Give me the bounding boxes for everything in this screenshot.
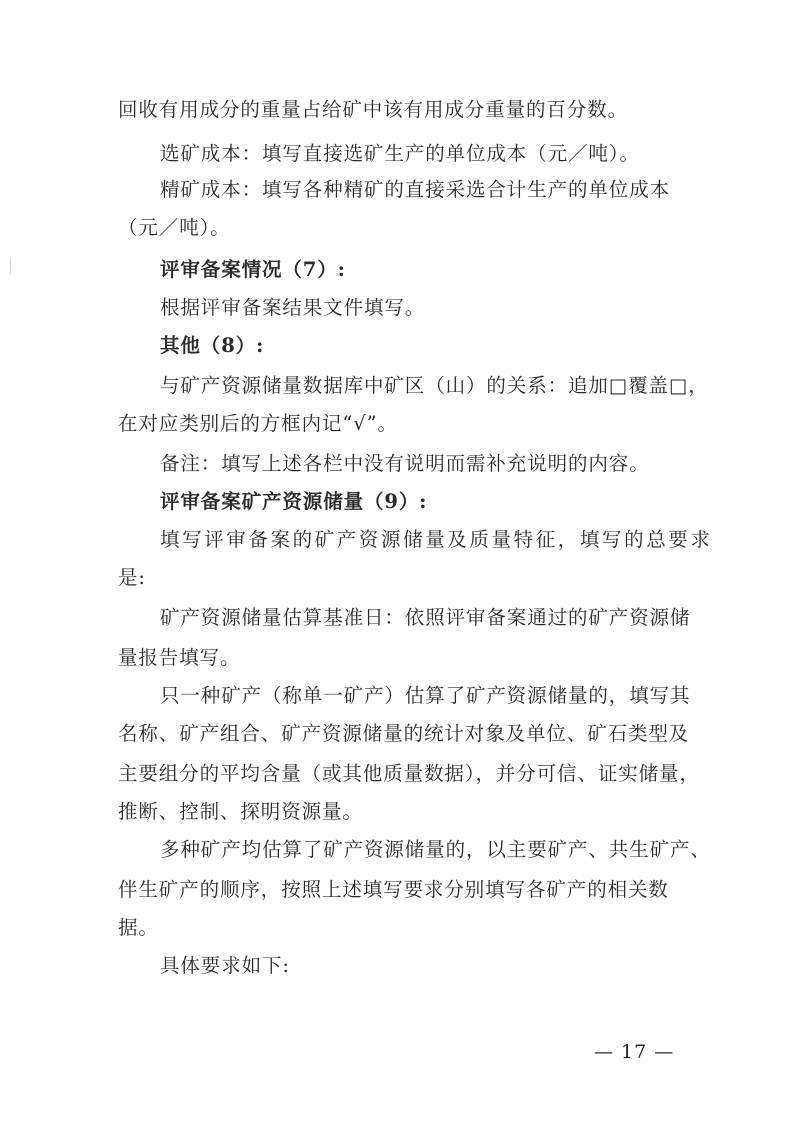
text-line-4: （元／吨）。 <box>118 216 231 239</box>
section-heading-review-filing: 评审备案情况（7）: <box>160 258 346 281</box>
section-heading-other: 其他（8）: <box>160 334 265 357</box>
text-line-15: 量报告填写。 <box>118 646 241 669</box>
text-line-18: 主要组分的平均含量（或其他质量数据），并分可信、证实储量， <box>118 762 700 785</box>
text-line-19: 推断、控制、探明资源量。 <box>118 800 363 823</box>
text-line-23: 具体要求如下: <box>160 954 290 977</box>
text-line-2: 选矿成本：填写直接选矿生产的单位成本（元／吨）。 <box>160 142 640 165</box>
text-line-13: 是: <box>118 566 146 589</box>
text-line-16: 只一种矿产（称单一矿产）估算了矿产资源储量的，填写其 <box>160 684 691 707</box>
text-line-10: 备注：填写上述各栏中没有说明而需补充说明的内容。 <box>160 452 650 475</box>
text-line-14: 矿产资源储量估算基准日：依照评审备案通过的矿产资源储 <box>160 606 691 629</box>
text-line-1: 回收有用成分的重量占给矿中该有用成分重量的百分数。 <box>118 98 629 121</box>
section-heading-reserves: 评审备案矿产资源储量（9）: <box>160 490 428 513</box>
text-line-21: 伴生矿产的顺序，按照上述填写要求分别填写各矿产的相关数 <box>118 878 669 901</box>
text-line-17: 名称、矿产组合、矿产资源储量的统计对象及单位、矿石类型及 <box>118 722 690 745</box>
text-line-9: 在对应类别后的方框内记“√”。 <box>118 412 398 435</box>
text-line-20: 多种矿产均估算了矿产资源储量的，以主要矿产、共生矿产、 <box>160 838 711 861</box>
text-line-12: 填写评审备案的矿产资源储量及质量特征，填写的总要求 <box>160 528 713 551</box>
text-line-8: 与矿产资源储量数据库中矿区（山）的关系：追加□覆盖□， <box>160 374 709 397</box>
text-line-22: 据。 <box>118 916 159 939</box>
text-line-3: 精矿成本：填写各种精矿的直接采选合计生产的单位成本 <box>160 178 671 201</box>
text-line-6: 根据评审备案结果文件填写。 <box>160 296 426 319</box>
scan-artifact <box>10 258 11 274</box>
page-number: — 17 — <box>594 1041 675 1063</box>
